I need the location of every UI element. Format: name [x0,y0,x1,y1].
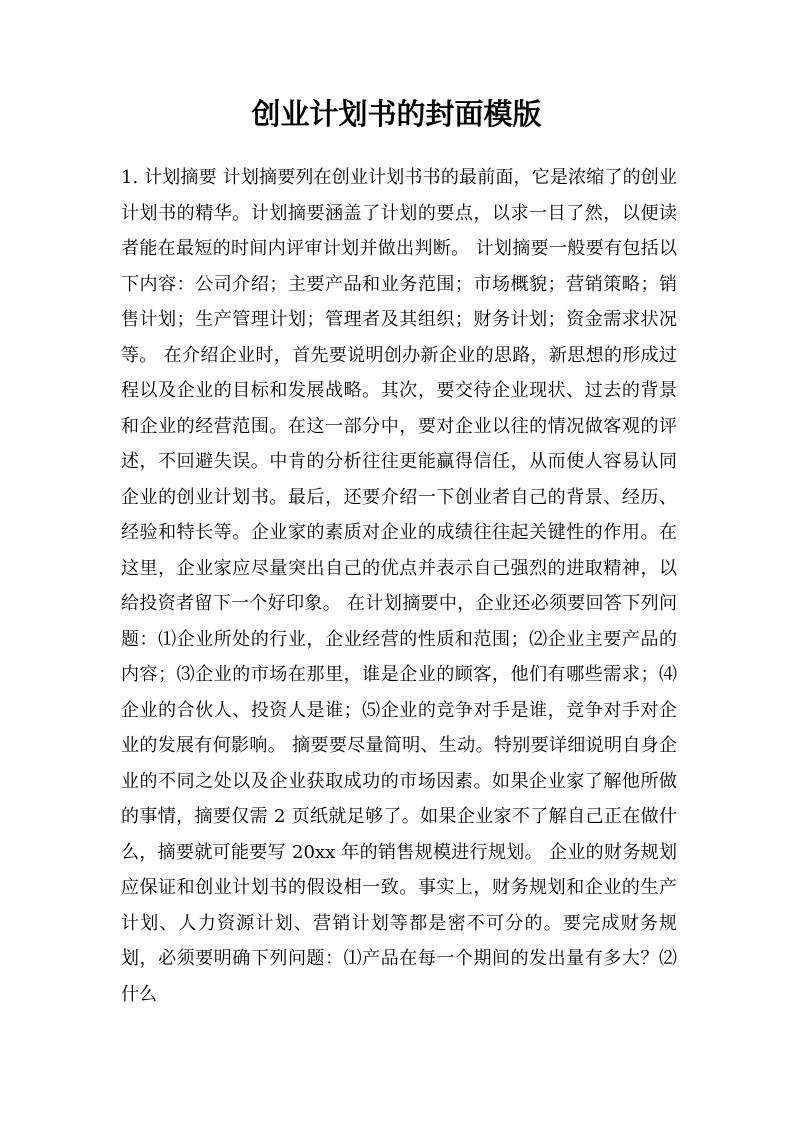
document-title: 创业计划书的封面模版 [251,97,542,131]
document-body: 1. 计划摘要 计划摘要列在创业计划书书的最前面，它是浓缩了的创业计划书的精华。计划摘要涵盖了计划的要点，以求一目了然，以便读者能在最短的时间内评审计划并做出判断。 计划摘要一般要有包括以下内容：公司介绍；主要产品和业务范围；市场概貌；营销策略；销售计划；生产管理计划；管理者及其组织；财务计划；资金需求状况等。 在介绍企业时，首先要说明创办新企业的思路，新思想的形成过程以及企业的目标和发展战略。其次，要交待企业现状、过去的背景和企业的经营范围。在这一部分中，要对企业以往的情况做客观的评述，不回避失误。中肯的分析往往更能赢得信任，从而使人容易认同企业的创业计划书。最后，还要介绍一下创业者自己的背景、经历、经验和特长等。企业家的素质对企业的成绩往往起关键性的作用。在这里，企业家应尽量突出自己的优点并表示自己强烈的进取精神，以给投资者留下一个好印象。 在计划摘要中，企业还必须要回答下列问题：⑴企业所处的行业，企业经营的性质和范围；⑵企业主要产品的内容；⑶企业的市场在那里，谁是企业的顾客，他们有哪些需求；⑷企业的合伙人、投资人是谁；⑸企业的竞争对手是谁，竞争对手对企业的发展有何影响。 摘要要尽量简明、生动。特别要详细说明自身企业的不同之处以及企业获取成功的市场因素。如果企业家了解他所做的事情，摘要仅需 2 页纸就足够了。如果企业家不了解自己正在做什么，摘要就可能要写 20xx 年的销售规模进行规划。 企业的财务规划应保证和创业计划书的假设相一致。事实上，财务规划和企业的生产计划、人力资源计划、营销计划等都是密不可分的。要完成财务规划，必须要明确下列问题：⑴产品在每一个期间的发出量有多大？⑵什么 [121,167,677,1005]
